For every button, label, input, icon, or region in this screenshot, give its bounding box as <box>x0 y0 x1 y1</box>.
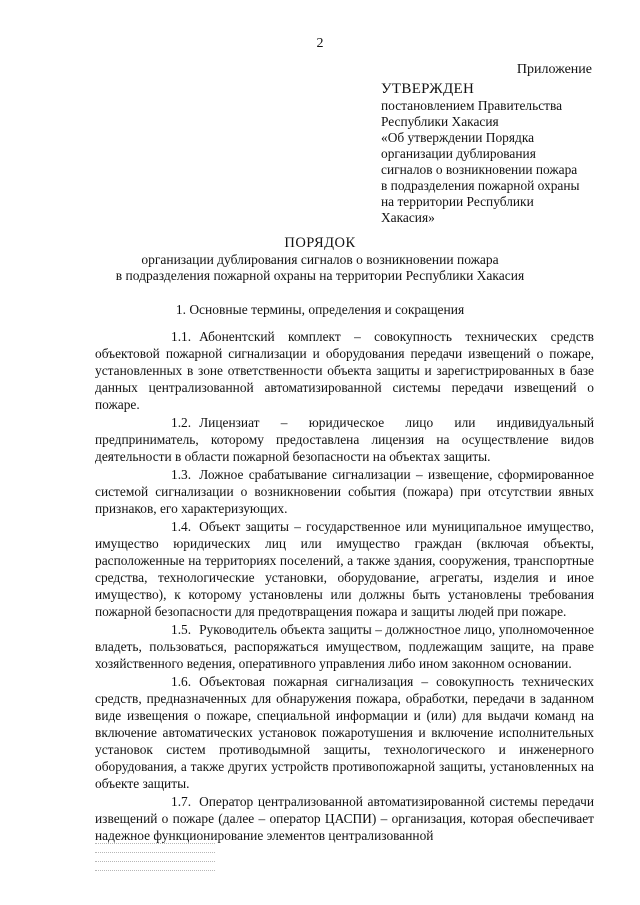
paragraph-text: Ложное срабатывание сигнализации – извещение, сформированное системой сигнализации о возникновении события (пожара) при отсутствии явных признаков, его характеризующих. <box>95 467 594 516</box>
approval-line: постановлением Правительства <box>381 98 563 113</box>
paragraph-number: 1.6. <box>171 674 192 689</box>
paragraph-number: 1.5. <box>171 622 192 637</box>
paragraph-text: Лицензиат – юридическое лицо или индивидуальный предприниматель, которому предоставлена лицензия на осуществление видов деятельности в области пожарной безопасности на объектах защиты. <box>95 415 594 464</box>
paragraph-text: Руководитель объекта защиты – должностное лицо, уполномоченное владеть, пользоваться, распоряжаться имуществом, подлежащим защите, на праве хозяйственного ведения, оперативного управления либо ином законном основании. <box>95 622 594 671</box>
stamp-line <box>95 843 215 845</box>
paragraph-number: 1.3. <box>171 467 192 482</box>
approval-line: Хакасия» <box>381 210 435 225</box>
paragraph <box>95 414 594 465</box>
approval-line: Республики Хакасия <box>381 114 499 129</box>
approval-line: организации дублирования <box>381 146 536 161</box>
paragraph-number: 1.2. <box>171 415 192 430</box>
section-heading: 1. Основные термины, определения и сокращения <box>175 302 465 317</box>
approval-line: «Об утверждении Порядка <box>381 130 535 145</box>
paragraph <box>95 621 594 672</box>
paragraph <box>95 518 594 620</box>
paragraph <box>95 466 594 517</box>
paragraph <box>95 328 594 413</box>
page-number: 2 <box>316 36 324 51</box>
approval-line: на территории Республики <box>381 194 534 209</box>
paragraph-number: 1.4. <box>171 519 192 534</box>
approval-block <box>381 80 611 226</box>
paragraph-text: Объект защиты – государственное или муниципальное имущество, имущество юридических лиц или имущество граждан (включая объекты, расположенные на территориях поселений, а также здания, сооружения, транспортные средства, технологические установки, оборудование, агрегаты, изделия и иное имущество), к которому установлены или должны быть установлены требования пожарной безопасности для предотвращения пожара и защиты людей при пожаре. <box>95 519 594 619</box>
paragraph-number: 1.1. <box>171 329 192 344</box>
approval-line: сигналов о возникновении пожара <box>381 162 578 177</box>
registration-stamp <box>95 843 215 885</box>
paragraph-text: Абонентский комплект – совокупность технических средств объектовой пожарной сигнализации и оборудования передачи извещений о пожаре, установленных в зоне ответственности объекта защиты и зарегистрированных в базе данных централизованной автоматизированной системы передачи извещений о пожаре. <box>95 329 594 412</box>
stamp-line <box>95 870 215 872</box>
document-subtitle-line: в подразделения пожарной охраны на территории Республики Хакасия <box>115 268 525 283</box>
approval-title: УТВЕРЖДЕН <box>381 81 475 97</box>
stamp-line <box>95 861 215 863</box>
approval-line: в подразделения пожарной охраны <box>381 178 580 193</box>
paragraph <box>95 793 594 844</box>
paragraph-text: Оператор централизованной автоматизированной системы передачи извещений о пожаре (далее – оператор ЦАСПИ) – организация, которая обеспечивает надежное функционирование элементов централизованной <box>95 794 594 843</box>
appendix-label: Приложение <box>516 62 592 77</box>
paragraph-text: Объектовая пожарная сигнализация – совокупность технических средств, предназначенных для обнаружения пожара, обработки, передачи в заданном виде извещения о пожаре, специальной информации и (или) для выдачи команд на включение автоматических установок пожаротушения и включение исполнительных установок систем противодымной защиты, технологического и инженерного оборудования, а также других устройств противопожарной защиты, установленных на объекте защиты. <box>95 674 594 791</box>
document-title: ПОРЯДОК <box>284 235 356 251</box>
paragraph-number: 1.7. <box>171 794 192 809</box>
section-body <box>95 328 594 845</box>
document-subtitle-line: организации дублирования сигналов о возникновении пожара <box>141 252 499 267</box>
document-subtitle <box>0 252 640 284</box>
paragraph <box>95 673 594 792</box>
stamp-line <box>95 852 215 854</box>
